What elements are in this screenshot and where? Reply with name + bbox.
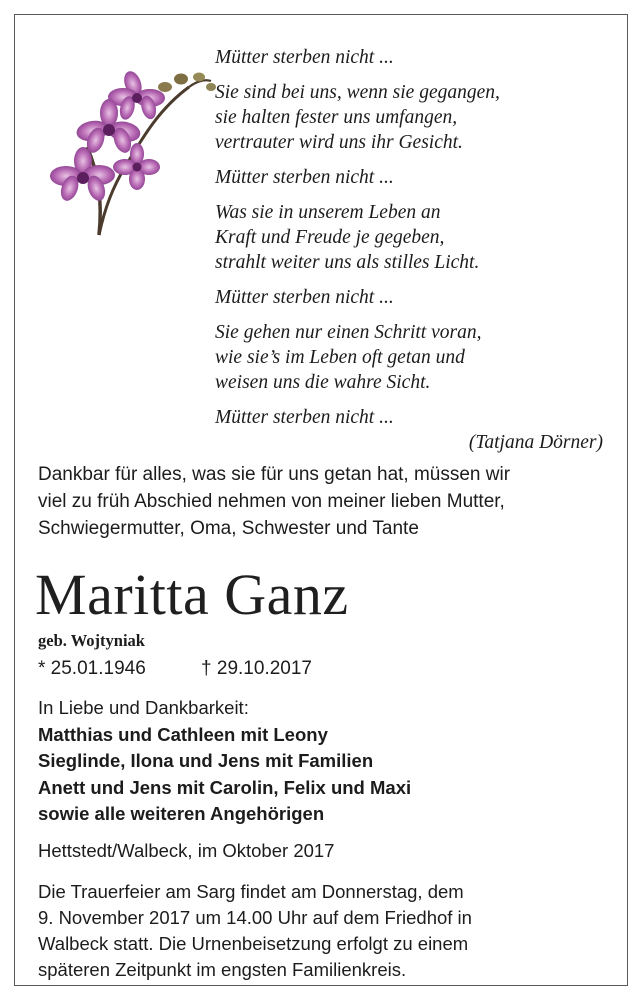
mourner-line: sowie alle weiteren Angehörigen [38,803,325,824]
poem-refrain: Mütter sterben nicht ... [215,167,394,188]
intro-line: viel zu früh Abschied nehmen von meiner lieben Mutter, [38,491,505,512]
birth-date: * 25.01.1946 [38,658,146,679]
poem-line: Was sie in unserem Leben an [215,202,441,223]
poem-stanza [215,200,615,275]
place-date: Hettstedt/Walbeck, im Oktober 2017 [38,840,335,861]
poem [215,45,615,455]
poem-author: (Tatjana Dörner) [468,432,603,453]
mourners-heading: In Liebe und Dankbarkeit: [38,697,249,718]
mourner-line: Sieglinde, Ilona und Jens mit Familien [38,750,374,771]
intro-line: Schwiegermutter, Oma, Schwester und Tante [38,518,419,539]
poem-refrain: Mütter sterben nicht ... [215,287,394,308]
poem-line: Kraft und Freude je gegeben, [215,227,445,248]
poem-line: vertrauter wird uns ihr Gesicht. [215,132,463,153]
death-date: † 29.10.2017 [201,658,312,679]
funeral-line: 9. November 2017 um 14.00 Uhr auf dem Friedhof in [38,907,472,928]
orchid-illustration [39,57,225,247]
poem-line: weisen uns die wahre Sicht. [215,372,431,393]
mourner-line: Matthias und Cathleen mit Leony [38,723,328,745]
poem-line: Sie gehen nur einen Schritt voran, [215,322,482,343]
mourners [38,695,411,828]
funeral-line: Walbeck statt. Die Urnenbeisetzung erfolgt zu einem [38,933,469,954]
poem-line: sie halten fester uns umfangen, [215,107,458,128]
poem-refrain: Mütter sterben nicht ... [215,47,394,68]
life-dates [38,657,312,681]
funeral-info [38,879,598,983]
deceased-name: Maritta Ganz [35,562,349,627]
intro-text [38,461,598,542]
funeral-line: späteren Zeitpunkt im engsten Familienkreis. [38,959,407,980]
poem-stanza [215,320,615,395]
poem-stanza [215,80,615,155]
poem-line: strahlt weiter uns als stilles Licht. [215,252,480,273]
mourner-line: Anett und Jens mit Carolin, Felix und Maxi [38,776,412,798]
obituary-notice [14,14,628,986]
funeral-line: Die Trauerfeier am Sarg findet am Donnerstag, dem [38,881,464,902]
birth-name: geb. Wojtyniak [38,631,145,650]
poem-line: Sie sind bei uns, wenn sie gegangen, [215,82,500,103]
intro-line: Dankbar für alles, was sie für uns getan hat, müssen wir [38,464,511,485]
poem-refrain: Mütter sterben nicht ... [215,407,394,428]
poem-line: wie sie’s im Leben oft getan und [215,347,465,368]
